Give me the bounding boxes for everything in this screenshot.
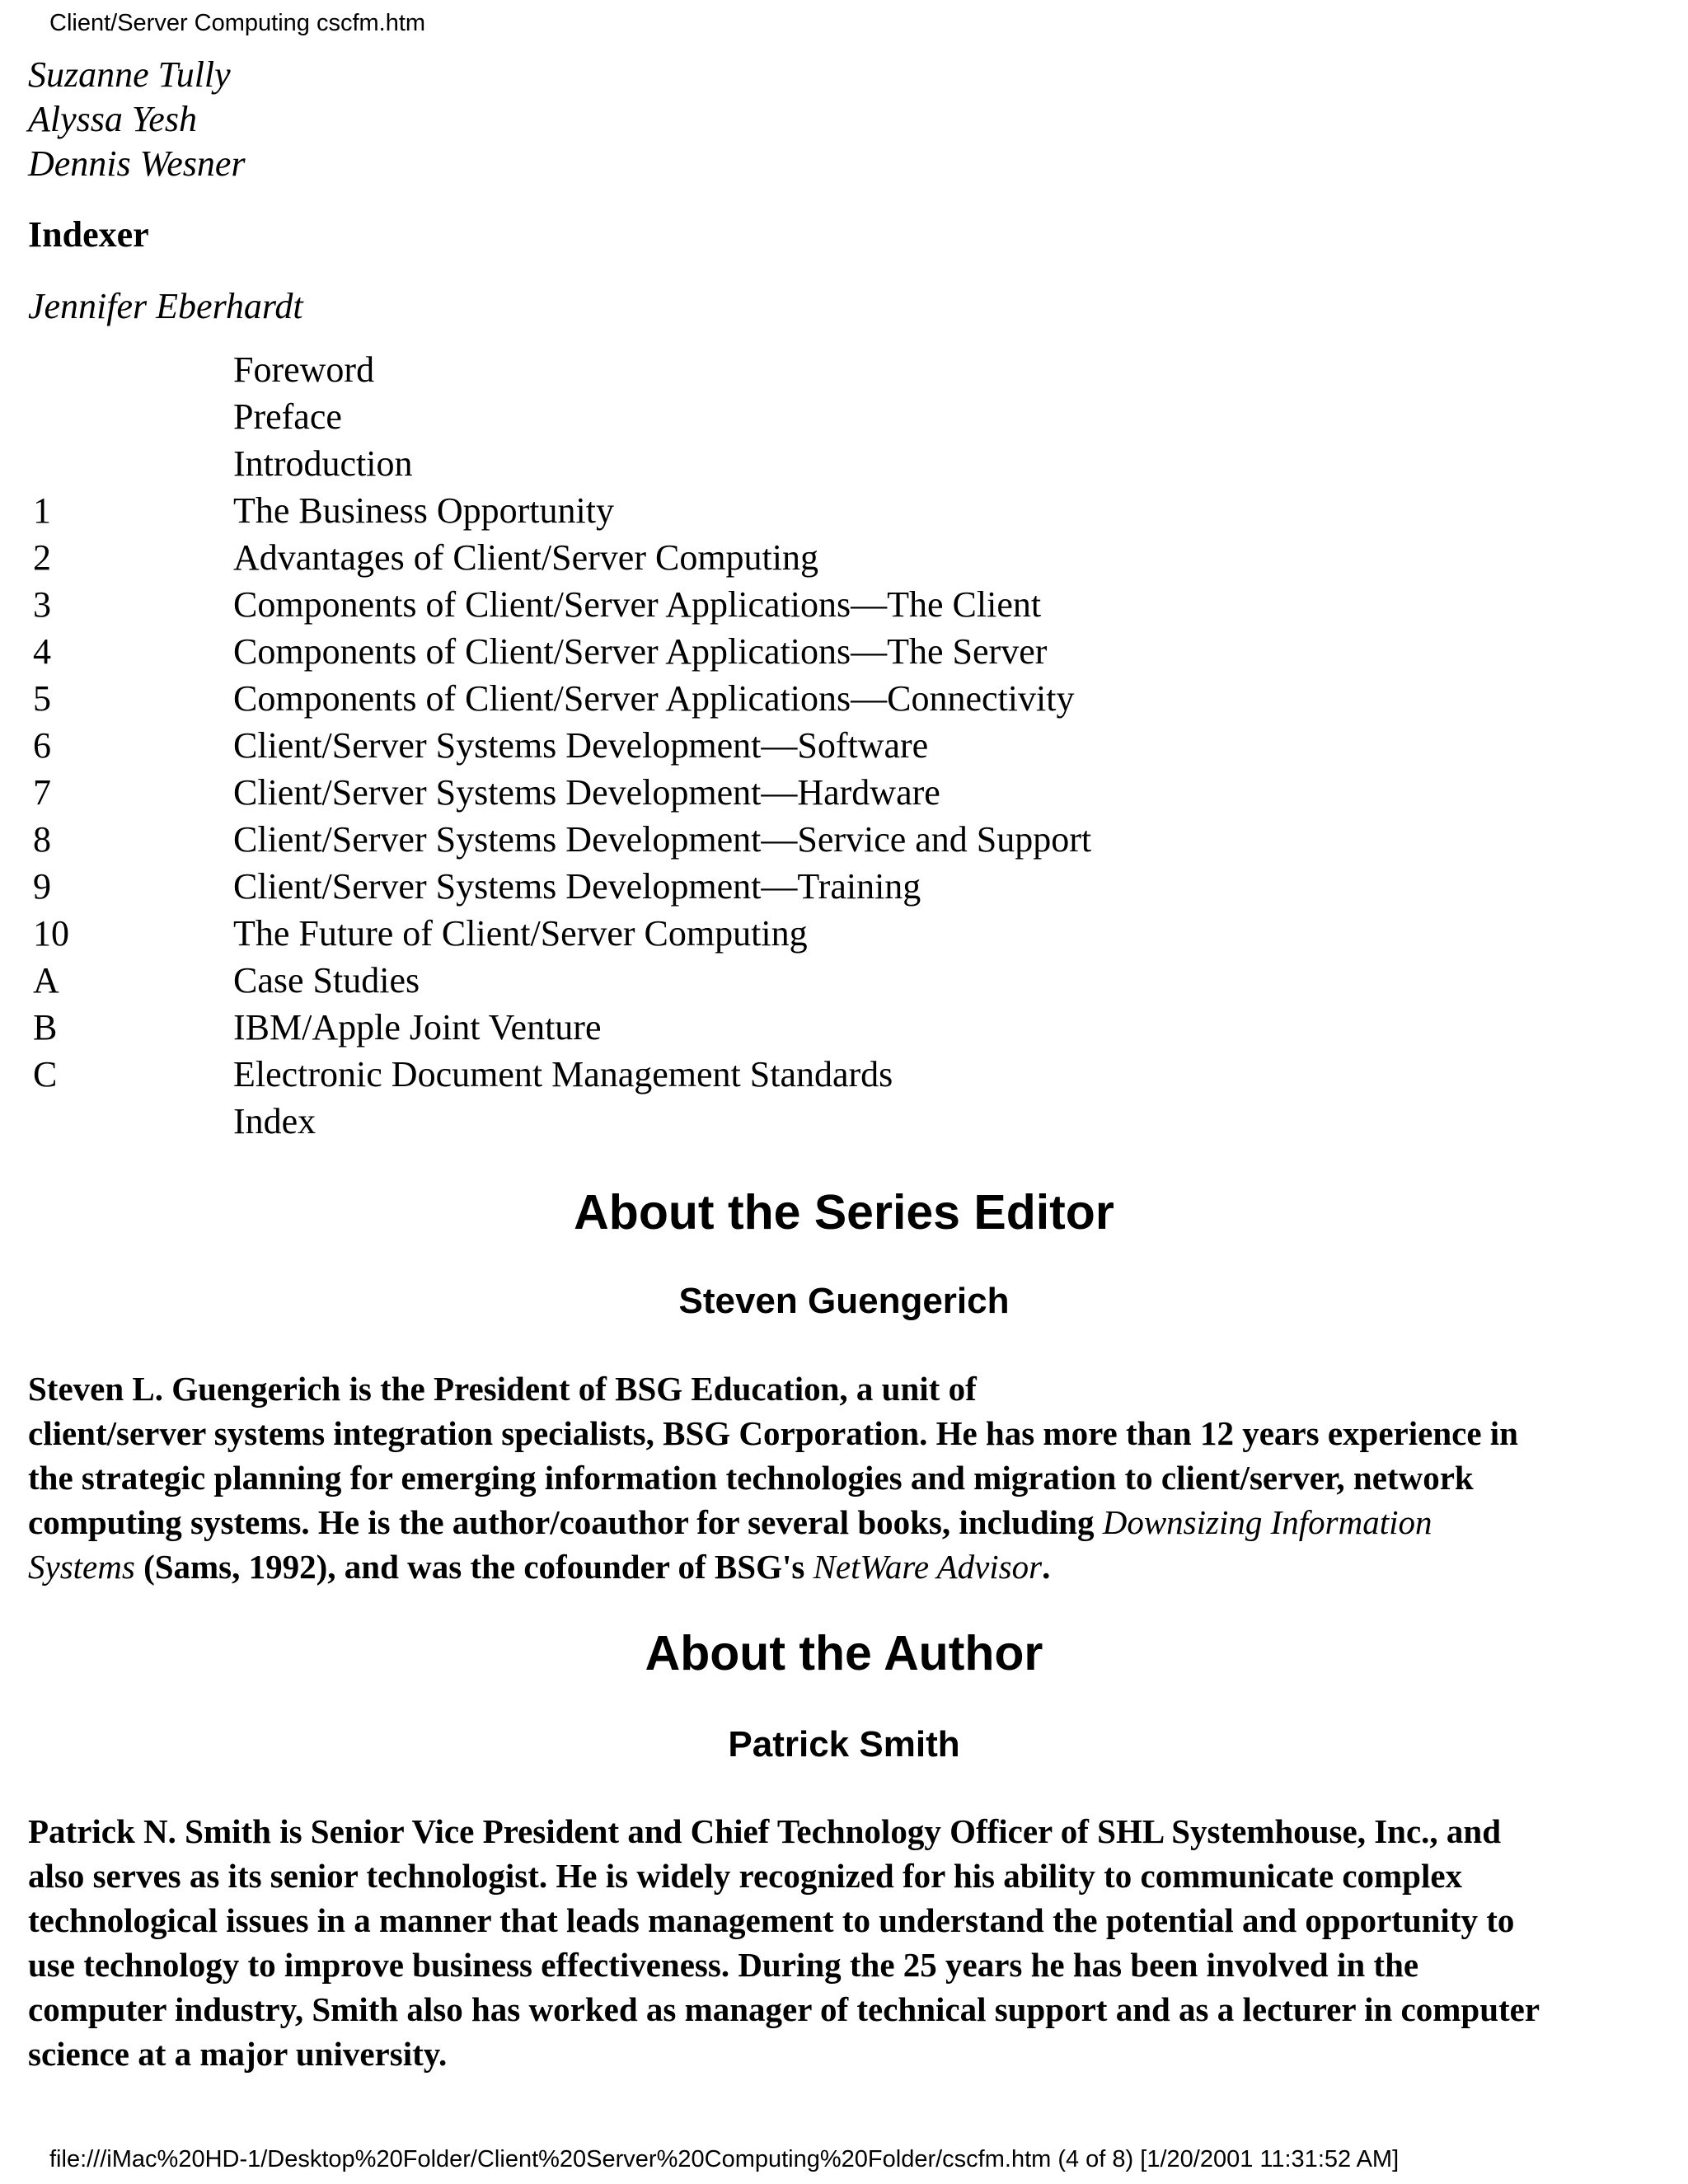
toc-number: 1 xyxy=(33,490,51,531)
toc-number: 8 xyxy=(33,819,51,860)
toc-item[interactable] xyxy=(33,393,1091,440)
toc-title[interactable]: Client/Server Systems Development—Software xyxy=(233,725,929,766)
print-footer: file:///iMac%20HD-1/Desktop%20Folder/Client%20Server%20Computing%20Folder/cscfm.htm (4 of 8) [1/20/2001 11:31:52 AM] xyxy=(49,2146,1400,2172)
toc-item[interactable] xyxy=(33,534,1091,581)
toc-item[interactable] xyxy=(33,675,1091,722)
credit-name: Alyssa Yesh xyxy=(28,99,197,139)
bio-line: computer industry, Smith also has worked as manager of technical support and as a lecturer in computer xyxy=(28,1990,1540,2028)
bio-text: (Sams, 1992), and was the cofounder of BSG's xyxy=(134,1548,814,1586)
book-title: Downsizing Information xyxy=(1102,1503,1432,1541)
bio-line: use technology to improve business effectiveness. During the 25 years he has been involved in the xyxy=(28,1946,1419,1984)
bio-line: science at a major university. xyxy=(28,2035,448,2073)
toc-item[interactable] xyxy=(33,628,1091,675)
credit-name: Dennis Wesner xyxy=(28,143,246,184)
toc-title[interactable]: Client/Server Systems Development—Service and Support xyxy=(233,819,1092,860)
toc-title[interactable]: Foreword xyxy=(233,349,375,390)
toc-number: 2 xyxy=(33,537,51,578)
bio-line: technological issues in a manner that leads management to understand the potential and opportunity to xyxy=(28,1901,1515,1939)
author-heading: About the Author xyxy=(645,1626,1043,1680)
toc-item[interactable] xyxy=(33,769,1091,816)
toc-number: B xyxy=(33,1007,58,1047)
toc-item[interactable] xyxy=(33,1004,1091,1051)
bio-line: Patrick N. Smith is Senior Vice President and Chief Technology Officer of SHL Systemhouse, Inc., and xyxy=(28,1812,1502,1850)
bio-line xyxy=(28,1500,1668,1544)
toc-title[interactable]: Index xyxy=(233,1101,316,1141)
toc-item[interactable] xyxy=(33,910,1091,957)
book-title: Systems xyxy=(28,1548,135,1586)
toc-item[interactable] xyxy=(33,346,1091,393)
indexer-heading: Indexer xyxy=(28,214,149,255)
credit-name: Suzanne Tully xyxy=(28,54,231,95)
toc-title[interactable]: Case Studies xyxy=(233,960,420,1001)
toc-number xyxy=(33,346,233,393)
series-editor-bio xyxy=(28,1366,1668,1589)
toc-item[interactable] xyxy=(33,440,1091,487)
toc-title[interactable]: The Future of Client/Server Computing xyxy=(233,913,808,954)
toc-title[interactable]: Components of Client/Server Applications—Connectivity xyxy=(233,678,1075,719)
bio-line xyxy=(28,1544,1668,1589)
toc-item[interactable] xyxy=(33,581,1091,628)
series-editor-name: Steven Guengerich xyxy=(678,1281,1010,1321)
publication-title: NetWare Advisor xyxy=(813,1548,1043,1586)
toc-item[interactable] xyxy=(33,487,1091,534)
toc-item[interactable] xyxy=(33,722,1091,769)
indexer-name: Jennifer Eberhardt xyxy=(28,286,303,326)
author-bio xyxy=(28,1809,1668,2076)
toc-item[interactable] xyxy=(33,816,1091,863)
toc-number: 10 xyxy=(33,913,69,954)
toc-number: 4 xyxy=(33,631,51,672)
credits-list xyxy=(28,53,246,186)
toc-title[interactable]: Electronic Document Management Standards xyxy=(233,1054,893,1094)
toc-title[interactable]: Advantages of Client/Server Computing xyxy=(233,537,818,578)
bio-line: Steven L. Guengerich is the President of BSG Education, a unit of xyxy=(28,1370,977,1408)
bio-line: also serves as its senior technologist. He is widely recognized for his ability to communicate complex xyxy=(28,1857,1463,1895)
toc-title[interactable]: Preface xyxy=(233,396,342,437)
bio-line: client/server systems integration specialists, BSG Corporation. He has more than 12 years experience in xyxy=(28,1414,1518,1452)
toc-number: C xyxy=(33,1054,58,1094)
toc-item[interactable] xyxy=(33,957,1091,1004)
toc-number: 3 xyxy=(33,584,51,625)
toc-title[interactable]: Components of Client/Server Applications—The Server xyxy=(233,631,1048,672)
toc-title[interactable]: The Business Opportunity xyxy=(233,490,614,531)
bio-text: computing systems. He is the author/coauthor for several books, including xyxy=(28,1503,1103,1541)
toc-title[interactable]: Client/Server Systems Development—Training xyxy=(233,866,921,907)
toc-title[interactable]: Introduction xyxy=(233,443,413,484)
toc-number xyxy=(33,440,233,487)
toc-title[interactable]: Client/Server Systems Development—Hardware xyxy=(233,772,940,813)
toc-number: 6 xyxy=(33,725,51,766)
toc-item[interactable] xyxy=(33,1051,1091,1098)
toc-title[interactable]: Components of Client/Server Applications—The Client xyxy=(233,584,1042,625)
toc-title[interactable]: IBM/Apple Joint Venture xyxy=(233,1007,602,1047)
toc-number xyxy=(33,1098,233,1145)
toc-number xyxy=(33,393,233,440)
print-header: Client/Server Computing cscfm.htm xyxy=(49,10,426,36)
bio-text: . xyxy=(1042,1548,1051,1586)
series-editor-heading: About the Series Editor xyxy=(574,1185,1114,1240)
toc-item[interactable] xyxy=(33,863,1091,910)
table-of-contents xyxy=(33,346,1091,1145)
toc-number: 5 xyxy=(33,678,51,719)
toc-number: 9 xyxy=(33,866,51,907)
author-name: Patrick Smith xyxy=(728,1724,960,1765)
toc-item[interactable] xyxy=(33,1098,1091,1145)
toc-number: A xyxy=(33,960,59,1001)
bio-line: the strategic planning for emerging information technologies and migration to client/server, network xyxy=(28,1459,1474,1497)
toc-number: 7 xyxy=(33,772,51,813)
